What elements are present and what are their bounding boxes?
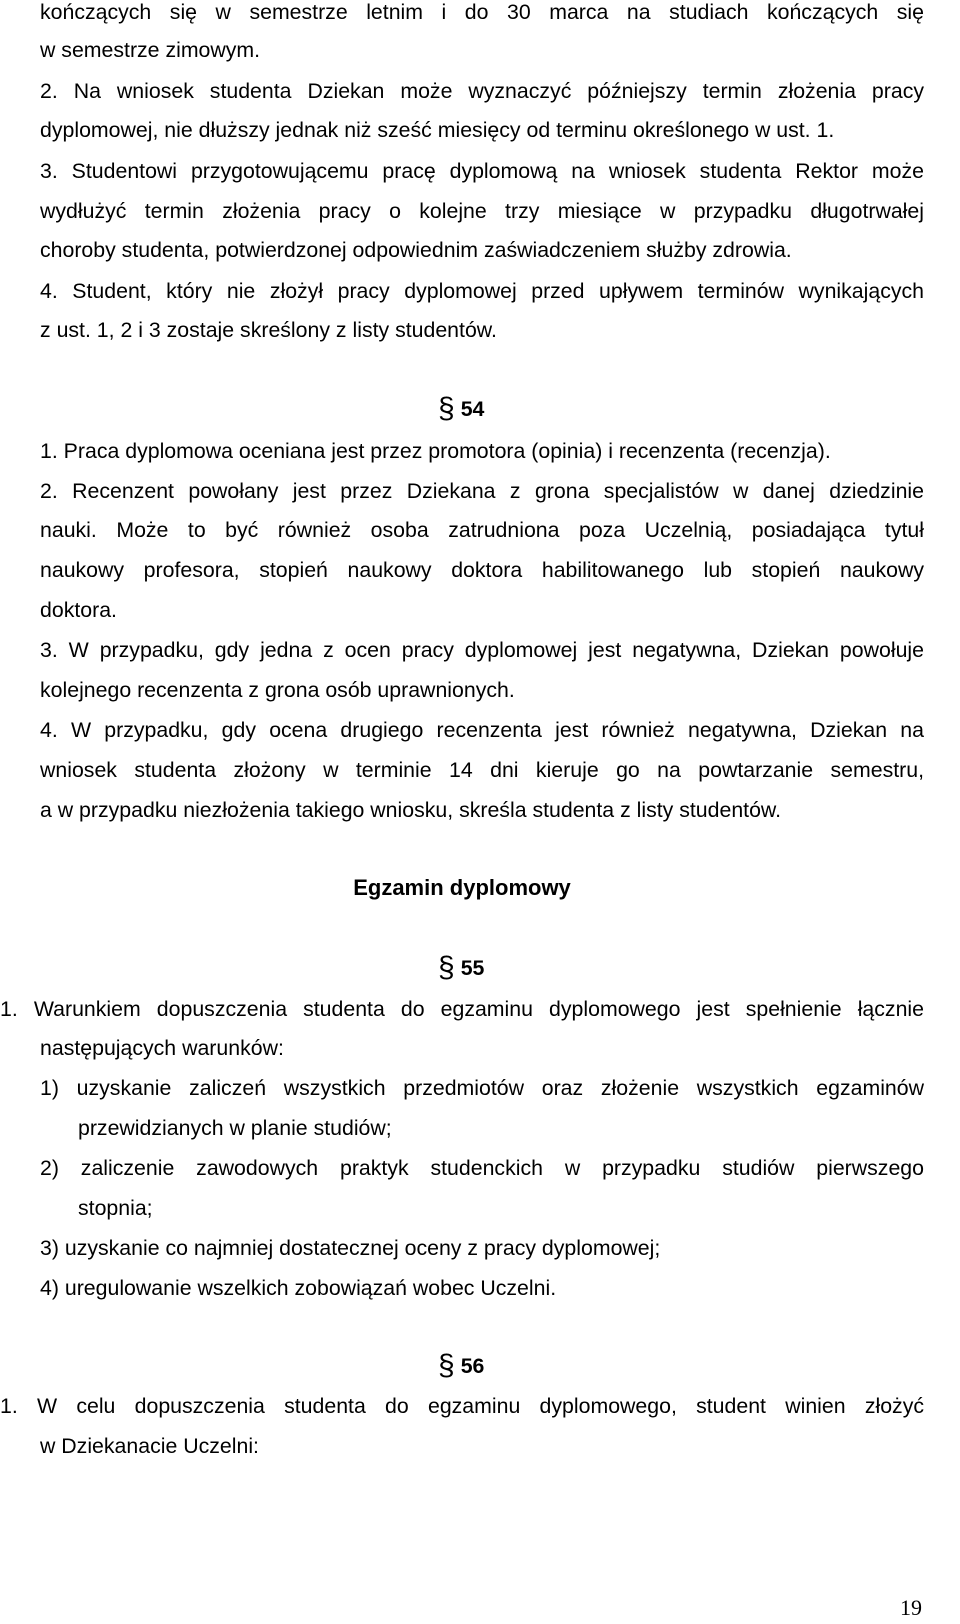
list-item: 2) zaliczenie zawodowych praktyk studenckich w przypadku studiów pierwszego — [40, 1156, 924, 1180]
text-line: 2. Na wniosek studenta Dziekan może wyznaczyć późniejszy termin złożenia pracy — [40, 79, 924, 103]
paragraph-number: 54 — [460, 397, 485, 421]
list-item-continuation: przewidzianych w planie studiów; — [78, 1116, 392, 1140]
text-line: 2. Recenzent powołany jest przez Dziekana z grona specjalistów w danej dziedzinie — [40, 479, 924, 503]
text-line: następujących warunków: — [40, 1036, 284, 1060]
text-line: a w przypadku niezłożenia takiego wniosku, skreśla studenta z listy studentów. — [40, 798, 782, 822]
paragraph-number: 56 — [460, 1354, 485, 1378]
text-line: doktora. — [40, 598, 117, 622]
text-line: 4. Student, który nie złożył pracy dyplomowej przed upływem terminów wynikających — [40, 279, 924, 303]
text-line: 1. W celu dopuszczenia studenta do egzaminu dyplomowego, student winien złożyć — [0, 1394, 924, 1418]
paragraph-55-heading — [438, 951, 485, 984]
text-line: w Dziekanacie Uczelni: — [40, 1434, 259, 1458]
text-line: 1. Warunkiem dopuszczenia studenta do egzaminu dyplomowego jest spełnienie łącznie — [0, 997, 924, 1021]
text-line: 3. Studentowi przygotowującemu pracę dyplomową na wniosek studenta Rektor może — [40, 159, 924, 183]
list-item: 1) uzyskanie zaliczeń wszystkich przedmiotów oraz złożenie wszystkich egzaminów — [40, 1076, 924, 1100]
text-line: naukowy profesora, stopień naukowy doktora habilitowanego lub stopień naukowy — [40, 558, 924, 582]
list-item-continuation: stopnia; — [78, 1196, 153, 1220]
text-line: kończących się w semestrze letnim i do 30 marca na studiach kończących się — [40, 0, 924, 24]
list-item: 3) uzyskanie co najmniej dostatecznej oceny z pracy dyplomowej; — [40, 1236, 661, 1260]
text-line: z ust. 1, 2 i 3 zostaje skreślony z listy studentów. — [40, 318, 497, 342]
text-line: dyplomowej, nie dłuższy jednak niż sześć miesięcy od terminu określonego w ust. 1. — [40, 118, 835, 142]
text-line: 3. W przypadku, gdy jedna z ocen pracy dyplomowej jest negatywna, Dziekan powołuje — [40, 638, 924, 662]
text-line: 1. Praca dyplomowa oceniana jest przez promotora (opinia) i recenzenta (recenzja). — [40, 439, 831, 463]
text-line: 4. W przypadku, gdy ocena drugiego recenzenta jest również negatywna, Dziekan na — [40, 718, 924, 742]
text-line: choroby studenta, potwierdzonej odpowiednim zaświadczeniem służby zdrowia. — [40, 238, 792, 262]
paragraph-number: 55 — [460, 956, 485, 980]
text-line: nauki. Może to być również osoba zatrudniona poza Uczelnią, posiadająca tytuł — [40, 518, 924, 542]
list-item: 4) uregulowanie wszelkich zobowiązań wobec Uczelni. — [40, 1276, 557, 1300]
text-line: w semestrze zimowym. — [40, 38, 261, 62]
text-line: kolejnego recenzenta z grona osób uprawnionych. — [40, 678, 515, 702]
section-sign: § — [438, 1349, 455, 1382]
text-line: wniosek studenta złożony w terminie 14 dni kieruje go na powtarzanie semestru, — [40, 758, 924, 782]
paragraph-54-heading — [438, 392, 485, 425]
text-line: wydłużyć termin złożenia pracy o kolejne trzy miesiące w przypadku długotrwałej — [40, 199, 924, 223]
section-sign: § — [438, 951, 455, 984]
section-sign: § — [438, 392, 455, 425]
section-heading: Egzamin dyplomowy — [353, 875, 571, 900]
paragraph-56-heading — [438, 1349, 485, 1382]
page-number: 19 — [900, 1595, 922, 1620]
